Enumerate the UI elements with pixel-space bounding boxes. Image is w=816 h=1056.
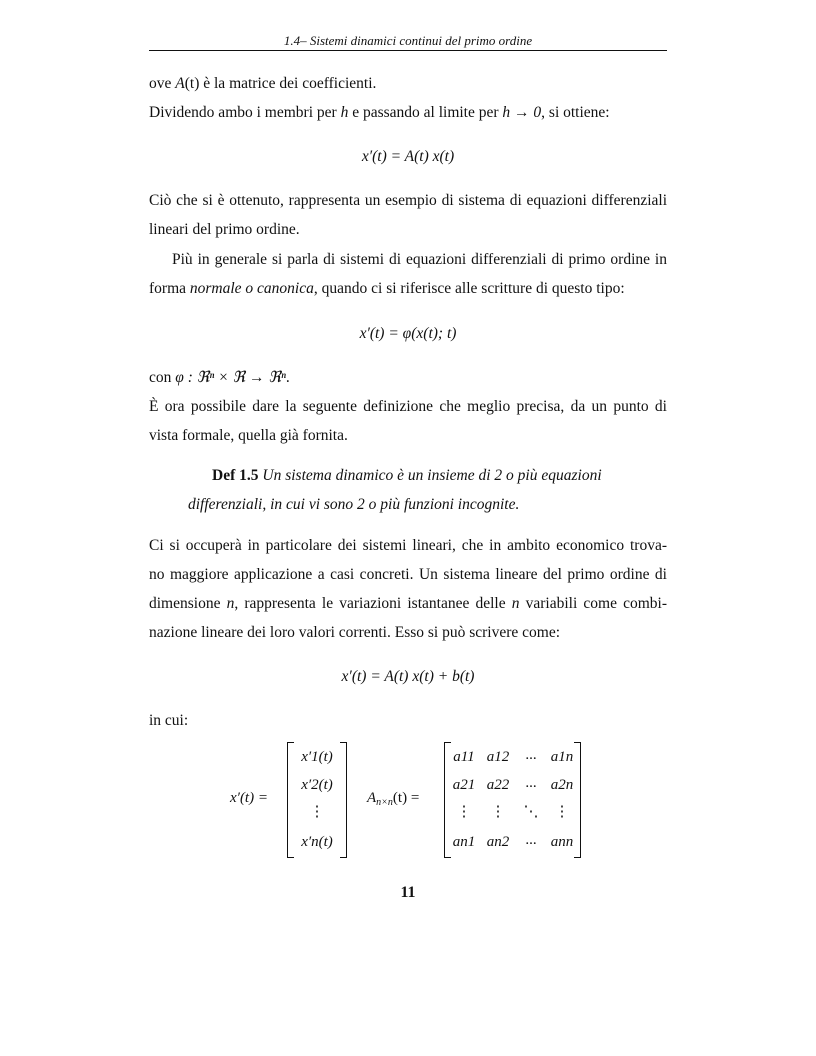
paragraph-line	[149, 279, 667, 299]
matrix-cell: x′n(t)	[301, 834, 333, 850]
equation-3: x′(t) = A(t) x(t) + b(t)	[341, 668, 475, 685]
text-fragment: con	[149, 369, 176, 386]
paragraph-limit	[149, 103, 667, 123]
definition-line-2: differenziali, in cui vi sono 2 o più funzioni incognite.	[188, 496, 520, 513]
paragraph-line	[149, 594, 667, 614]
matrix-cell: x′1(t)	[301, 749, 333, 765]
text-fragment: dimensione	[149, 595, 227, 612]
matrix-x-lhs: x′(t) =	[230, 790, 268, 806]
matrix-cell: ⋮	[309, 804, 325, 820]
matrix-cell: a22	[486, 777, 510, 793]
matrix-cell: an2	[486, 834, 510, 850]
text-fragment: variabili come combi-	[519, 595, 667, 612]
matrix-cell: ⋮	[490, 804, 506, 820]
text-fragment: , quando ci si riferisce alle scritture di questo tipo:	[313, 280, 625, 297]
page-number: 11	[400, 884, 416, 901]
matrix-cell: a11	[453, 749, 475, 765]
matrix-cell: ...	[525, 832, 537, 848]
paragraph-line: Ci si occuperà in particolare dei sistemi lineari, che in ambito economico trova-	[149, 537, 667, 554]
text-fragment: e passando al limite per	[348, 104, 503, 121]
equation-1: x′(t) = A(t) x(t)	[361, 148, 455, 165]
definition-label: Def 1.5	[212, 467, 259, 484]
text-fragment: , si ottiene:	[541, 104, 610, 121]
math-A: A	[367, 790, 377, 806]
math-phi-mapping: φ : ℜⁿ × ℜ → ℜⁿ	[175, 369, 286, 386]
matrix-cell: ⋮	[456, 804, 472, 820]
paragraph-line: no maggiore applicazione a casi concreti. Un sistema lineare del primo ordine di	[149, 566, 667, 583]
paragraph-line: nazione lineare dei loro valori correnti. Esso si può scrivere come:	[149, 624, 561, 641]
matrix-cell: a1n	[550, 749, 574, 765]
matrix-cell: a2n	[550, 777, 574, 793]
paragraph-line: vista formale, quella già fornita.	[149, 427, 348, 444]
math-arg: (t) =	[392, 790, 420, 806]
paragraph-matrix-note	[149, 74, 667, 94]
text-fragment: .	[285, 369, 290, 386]
math-n: n	[511, 595, 520, 612]
matrix-cell: ⋮	[554, 804, 570, 820]
math-n: n	[226, 595, 235, 612]
paragraph-phi	[149, 368, 667, 388]
matrix-x	[287, 742, 347, 858]
matrix-cell: x′2(t)	[301, 777, 333, 793]
text-fragment: , rappresenta le variazioni istantanee delle	[234, 595, 512, 612]
emphasis-text: normale o canonica	[189, 280, 314, 297]
matrix-a	[444, 742, 581, 858]
math-subscript: n×n	[376, 797, 393, 808]
math-h: h	[340, 104, 349, 121]
matrix-cell: a21	[452, 777, 476, 793]
matrix-a-lhs	[367, 790, 419, 808]
definition-line-1	[212, 466, 602, 486]
paragraph-line: lineari del primo ordine.	[149, 221, 300, 238]
running-header: 1.4– Sistemi dinamici continui del primo ordine	[149, 33, 667, 51]
matrix-cell: an1	[452, 834, 476, 850]
equation-2: x′(t) = φ(x(t); t)	[359, 325, 457, 342]
matrix-cell: ⋱	[523, 804, 539, 820]
math-A: A	[175, 75, 185, 92]
paragraph-line: Più in generale si parla di sistemi di equazioni differenziali di primo ordine in	[172, 251, 667, 268]
matrix-cell: ...	[525, 775, 537, 791]
matrix-cell: ann	[550, 834, 574, 850]
paragraph-in-cui: in cui:	[149, 712, 189, 729]
matrix-cell: a12	[486, 749, 510, 765]
text-fragment: ove	[149, 75, 176, 92]
paragraph-line: È ora possibile dare la seguente definizione che meglio precisa, da un punto di	[149, 398, 667, 415]
text-fragment: è la matrice dei coefficienti.	[199, 75, 377, 92]
paragraph-line: Ciò che si è ottenuto, rappresenta un esempio di sistema di equazioni differenziali	[149, 192, 667, 209]
definition-text: Un sistema dinamico è un insieme di 2 o più equazioni	[262, 467, 602, 484]
text-fragment: forma	[149, 280, 190, 297]
math-limit: h → 0	[502, 104, 542, 121]
math-arg: (t)	[184, 75, 200, 92]
text-fragment: Dividendo ambo i membri per	[149, 104, 341, 121]
matrix-cell: ...	[525, 747, 537, 763]
